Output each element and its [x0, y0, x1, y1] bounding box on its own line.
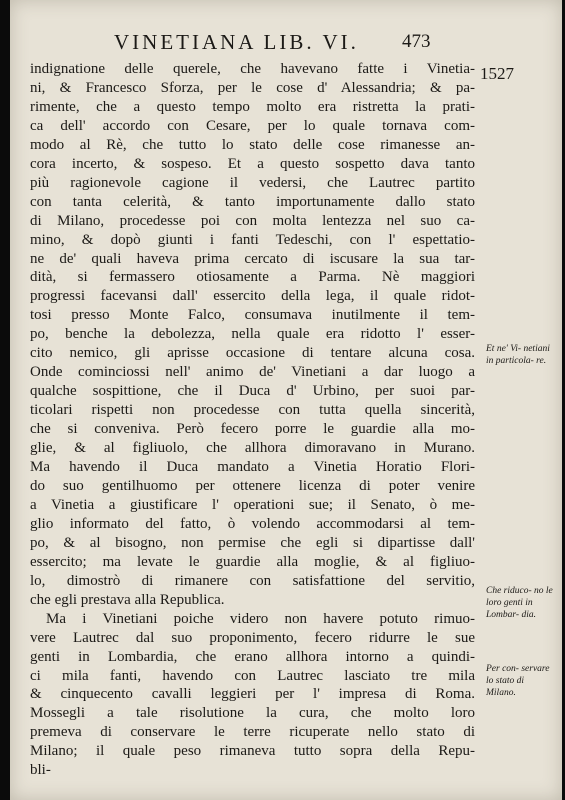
text-line: progressi facevansi dall' essercito della lega, il quale ridot-: [30, 288, 475, 305]
text-line: Ma havendo il Duca mandato a Vinetia Horatio Flori-: [30, 459, 475, 476]
marginal-note: Che riduco- no le loro genti in Lombar- dia.: [486, 586, 553, 620]
text-line: glio informato del fatto, ò volendo accommodarsi al tem-: [30, 515, 475, 532]
text-line: glie, & al figliuolo, che allhora dimoravano in Murano.: [30, 440, 475, 457]
text-line: genti in Lombardia, che erano allhora intorno a quindi-: [30, 648, 475, 665]
text-line: ca dell' accordo con Cesare, per lo quale tornava com-: [30, 117, 475, 134]
text-line: ne de' quali haveva prima cercato di iscusare la sua tar-: [30, 250, 475, 267]
text-line: rimente, che a questo tempo molto era ristretta la prati-: [30, 98, 475, 115]
text-line: lo, dimostrò di rimanere con satisfattione del servitio,: [30, 572, 475, 589]
text-line: vere Lautrec dal suo proponimento, fecero ridurre le sue: [30, 629, 475, 646]
text-line: a Vinetia a giustificare l' operationi sue; il Senato, ò me-: [30, 496, 475, 513]
text-line: & cinquecento cavalli leggieri per l' impresa di Roma.: [30, 686, 475, 703]
text-line: mino, & dopò giunti i fanti Tedeschi, con l' espettatio-: [30, 231, 475, 248]
text-line: che egli prestava alla Republica.: [30, 591, 225, 608]
text-line: tosi presso Monte Falco, consumava inutilmente il tem-: [30, 307, 475, 324]
text-line: bli-: [30, 762, 51, 779]
text-line: po, benche la debolezza, nella quale era ridotto l' esser-: [30, 326, 475, 343]
text-line: modo al Rè, che tutto lo stato delle cose rimanesse an-: [30, 136, 475, 153]
text-line: ticolari rispetti non procedesse con tutta quella sincerità,: [30, 402, 475, 419]
text-line: ni, & Francesco Sforza, per le cose d' Alessandria; & pa-: [30, 79, 475, 96]
text-line: do suo gentilhuomo per ottenere licenza di poter venire: [30, 477, 475, 494]
text-line: po, & al bisogno, non permise che egli si dipartisse dall': [30, 534, 475, 551]
year-marginal: 1527: [480, 64, 514, 83]
text-line: Onde cominciossi nell' animo de' Vinetiani a dar luogo a: [30, 364, 475, 381]
text-line: dità, si fermassero otiosamente a Parma. Nè maggiori: [30, 269, 475, 286]
book-page: [10, 0, 562, 800]
text-line: premeva di conservare le terre ricuperate nello stato di: [30, 724, 475, 741]
body-text: [30, 60, 475, 780]
text-line: Ma i Vinetiani poiche videro non havere potuto rimuo-: [46, 610, 475, 627]
text-line: cito nemico, gli aprisse occasione di tentare alcuna cosa.: [30, 345, 475, 362]
text-line: con tanta celerità, & tanto importunamente dallo stato: [30, 193, 475, 210]
text-line: cora incerto, & sospeso. Et a questo sospetto dava tanto: [30, 155, 475, 172]
text-line: ci mila fanti, havendo con Lautrec lasciato tre mila: [30, 667, 475, 684]
text-line: più ragionevole cagione il vedersi, che Lautrec partito: [30, 174, 475, 191]
marginal-note: Et ne' Vi- netiani in particola- re.: [486, 344, 550, 366]
text-line: essercito; ma levate le guardie alla moglie, & al figliuo-: [30, 553, 475, 570]
text-line: che si conveniva. Però fecero porre le guardie alla mo-: [30, 421, 475, 438]
page-number: 473: [402, 31, 431, 52]
text-line: Mossegli a tale risolutione la cura, che molto loro: [30, 705, 475, 722]
text-line: Milano; il quale peso rimaneva tutto sopra della Repu-: [30, 743, 475, 760]
text-line: indignatione delle querele, che havevano fatte i Vinetia-: [30, 61, 475, 77]
text-line: qualche sospittione, che il Duca d' Urbino, per suoi par-: [30, 383, 475, 400]
marginal-note: Per con- servare lo stato di Milano.: [486, 664, 550, 698]
running-title: VINETIANA LIB. VI.: [114, 30, 359, 54]
text-line: di Milano, procedesse poi con molta lentezza nel suo ca-: [30, 212, 475, 229]
